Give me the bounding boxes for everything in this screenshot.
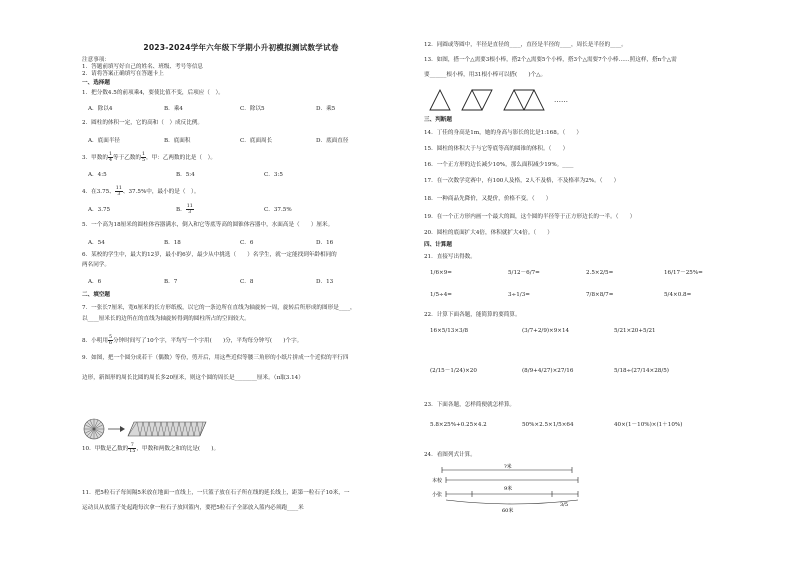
q4-text: 4．在3.75、 xyxy=(82,189,115,195)
question-21: 21．直接写出得数。 xyxy=(424,254,476,260)
calc-item: (3/7+2/9)×9×14 xyxy=(522,328,570,334)
option: A．底面半径 xyxy=(88,138,121,144)
options-q5 xyxy=(88,238,333,246)
options-q4 xyxy=(88,204,292,215)
ellipsis: …… xyxy=(554,96,568,104)
judge-20: 20．圆柱的底面扩大4倍，体积就扩大4倍。（ ） xyxy=(424,230,553,236)
question-5: 5．一个高为18厘米的圆柱体容器满水，倒入和它等底等高的圆锥体容器中，水面高是（ ）厘米。 xyxy=(82,222,334,228)
question-22: 22．计算下面各题，能简算的要简算。 xyxy=(424,312,521,318)
denominator: 3 xyxy=(188,210,192,215)
question-4 xyxy=(82,186,199,197)
options-q6 xyxy=(88,277,333,285)
option: C．37.5% xyxy=(264,207,292,213)
option: D．底面直径 xyxy=(316,138,349,144)
calc-item: (2/15－1/24)×20 xyxy=(430,368,477,374)
notice-item: 1．答题前填写好自己的姓名、班级、考号等信息 xyxy=(82,64,204,70)
notice-item: 2．请将答案正确填写在答题卡上 xyxy=(82,71,164,77)
numerator: 11 xyxy=(186,204,193,209)
calc-item: 5/18÷(27/14×28/5) xyxy=(614,368,669,374)
option: A．3.75 xyxy=(88,207,111,213)
figure-label: 本校 xyxy=(432,478,443,484)
figure-label: 60米 xyxy=(502,508,514,514)
denominator: 6 xyxy=(108,341,112,346)
option xyxy=(176,204,264,215)
question-24: 24．看图列式计算。 xyxy=(424,452,476,458)
judge-19: 19．在一个正方形内画一个最大的圆，这个圆的半径等于正方形边长的一半。（ ） xyxy=(424,214,636,220)
triangle-sticks-figure xyxy=(428,86,588,112)
question-11-cont: 运动员从放篮子处起跑每次拿一粒石子放回篮内，要把5粒石子全部放入篮内必须跑____米 xyxy=(82,505,304,511)
denominator: 15 xyxy=(129,449,136,454)
sliced-circle xyxy=(84,419,104,439)
option: B．18 xyxy=(164,240,181,246)
fraction xyxy=(186,204,194,215)
denominator: 5 xyxy=(141,158,146,163)
option-label: B． xyxy=(176,207,186,213)
question-11: 11．把5粒石子每间隔5米放在地面一直线上，一只篮子放在石子所在线的延长线上，距第一粒石子10米，一 xyxy=(82,490,350,496)
calc-item: 3÷1/3= xyxy=(508,292,530,298)
figure-label: ?米 xyxy=(504,464,512,470)
q3-text: 3．甲数的 xyxy=(82,155,108,161)
denominator: 4 xyxy=(108,158,112,163)
calc-item: 1/6×9= xyxy=(430,270,452,276)
figure-label: 小张 xyxy=(432,492,443,498)
option: D．13 xyxy=(316,279,334,285)
options-q2 xyxy=(88,136,348,144)
option: B．5:4 xyxy=(176,172,195,178)
q8-text: 分钟时间写了10个字，平均写一个字用( )分，平均每分钟写( )个字。 xyxy=(113,338,303,344)
calc-item: 16×5/13×3/8 xyxy=(430,328,469,334)
question-8 xyxy=(82,335,302,346)
option: B．乘4 xyxy=(164,106,183,112)
question-12: 12．同圆或等圆中，半径是直径的____，直径是半径的____，周长是半径的____。 xyxy=(424,42,627,48)
numerator: 11 xyxy=(115,186,122,191)
calc-item: 7/8×8/7= xyxy=(586,292,614,298)
section-heading: 二、填空题 xyxy=(82,292,110,298)
numerator: 1 xyxy=(108,152,112,157)
q4-text: 、37.5%中，最小的是（ ）。 xyxy=(122,189,200,195)
question-23: 23．下面各题，怎样简便就怎样算。 xyxy=(424,402,516,408)
option: C．底面周长 xyxy=(240,138,273,144)
question-1: 1．把分数4.5的前项乘4，要使比值不变，后项应（ ）。 xyxy=(82,90,224,96)
line-segment-figure xyxy=(432,462,592,514)
parallelogram-strips xyxy=(128,422,206,436)
question-3 xyxy=(82,152,216,163)
option: B．7 xyxy=(164,279,178,285)
q3-text: 等于乙数的 xyxy=(113,155,141,161)
calc-item: (8/9+4/27)×27/16 xyxy=(522,368,574,374)
option: A．54 xyxy=(88,240,105,246)
option: B．底面积 xyxy=(164,138,191,144)
arrow-right-icon xyxy=(108,426,125,432)
question-13: 13．如图，搭一个△需要3根小棒，搭2个△需要5个小棒，搭3个△需要7个小棒……照这样，搭n个△需 xyxy=(424,57,677,63)
calc-row xyxy=(430,268,703,276)
calc-item: 5/4×0.8= xyxy=(664,292,692,298)
numerator: 1 xyxy=(141,152,146,157)
calc-item: 40×(1－10%)×(1＋10%) xyxy=(614,422,683,428)
judge-14: 14．丁佳的身高是1m，她的身高与影长的比是1:168。（ ） xyxy=(424,130,582,136)
judge-17: 17．在一次数学竞赛中，有100人及格，2人不及格，不及格率为2%。（ ） xyxy=(424,178,620,184)
option: A．6 xyxy=(88,279,102,285)
q3-text: ，甲：乙两数的比是（ ）。 xyxy=(146,155,216,161)
option: A．4:5 xyxy=(88,172,107,178)
fraction xyxy=(115,186,123,197)
option: C．除以5 xyxy=(240,106,265,112)
calc-row xyxy=(430,292,691,298)
circle-to-parallelogram-figure xyxy=(82,418,212,440)
q10-text: ，甲数和两数之和的比是( )。 xyxy=(136,446,220,452)
figure-label: 3/5 xyxy=(560,502,569,508)
calc-row xyxy=(430,420,682,428)
option: C．3:5 xyxy=(264,172,283,178)
figure-label: 9米 xyxy=(504,486,513,492)
question-9: 9．如图，把一个圆分成若干（偶数）等份，剪开后，用这些近似等腰三角形的小纸片拼成一个近似的平行四 xyxy=(82,355,349,361)
calc-row xyxy=(430,328,656,334)
numerator: 7 xyxy=(128,443,136,449)
triangle-group-2 xyxy=(462,90,492,110)
judge-16: 16．一个正方形的边长减少10%，那么面积减少19%。____ xyxy=(424,162,574,168)
section-heading: 三、判断题 xyxy=(424,117,452,123)
calc-row xyxy=(430,366,669,374)
denominator: 3 xyxy=(117,192,121,197)
calc-item: 2.5×2/5= xyxy=(586,270,614,276)
calc-item: 1/5÷4= xyxy=(430,292,452,298)
option: A．除以4 xyxy=(88,106,113,112)
question-6-cont: 两名同学。 xyxy=(82,262,110,268)
q8-text: 8．小明用 xyxy=(82,338,108,344)
calc-item: 5/21×20+5/21 xyxy=(614,328,656,334)
section-heading: 四、计算题 xyxy=(424,242,452,248)
question-10 xyxy=(82,443,219,454)
question-7-cont: 以____厘米长的边所在的直线为轴旋转得到的圆柱所占的空间较大。 xyxy=(82,316,250,322)
judge-15: 15．圆柱的体积大于与它等底等高的圆锥的体积。（ ） xyxy=(424,146,569,152)
option: D．16 xyxy=(316,240,334,246)
notice-head: 注意事项： xyxy=(82,57,110,63)
q10-text: 10．甲数是乙数的 xyxy=(82,446,129,452)
question-9-cont: 边形，新图形的周长比圆的周长多20厘米，则这个圆的周长是________厘米。（π取3.14） xyxy=(82,375,304,381)
calc-item: 16/17－25%= xyxy=(664,270,703,276)
question-2: 2．圆柱的体积一定，它的高和（ ）成反比例。 xyxy=(82,120,204,126)
options-q1 xyxy=(88,104,335,112)
numerator: 5 xyxy=(108,335,112,340)
options-q3 xyxy=(88,170,283,178)
question-6: 6．某校的学生中，最大的12岁，最小的6岁，最少从中挑选（ ）名学生，就一定能找到年龄相同的 xyxy=(82,252,337,258)
option: D．乘5 xyxy=(316,106,336,112)
triangle-group-3 xyxy=(504,90,544,110)
calc-item: 5/12－6/7= xyxy=(508,270,540,276)
question-13-cont: 要______根小棒，用31根小棒可以搭( )个△。 xyxy=(424,72,547,78)
calc-item: 50%×2.5×1/5×64 xyxy=(522,422,574,428)
option: C．6 xyxy=(240,240,254,246)
calc-item: 5.8×25%+0.25×4.2 xyxy=(430,422,487,428)
question-7: 7．一张长7厘米，宽6厘米的长方形纸板，以它的一条边所在直线为轴旋转一周，旋转后所形成的图形是____， xyxy=(82,305,356,311)
triangle-group-1 xyxy=(430,90,450,110)
judge-18: 18．一种商品先降价，又提价，价格不变。（ ） xyxy=(424,196,552,202)
section-heading: 一、选择题 xyxy=(82,80,110,86)
option: C．8 xyxy=(240,279,254,285)
page-title: 2023-2024学年六年级下学期小升初模拟测试数学试卷 xyxy=(143,43,339,52)
